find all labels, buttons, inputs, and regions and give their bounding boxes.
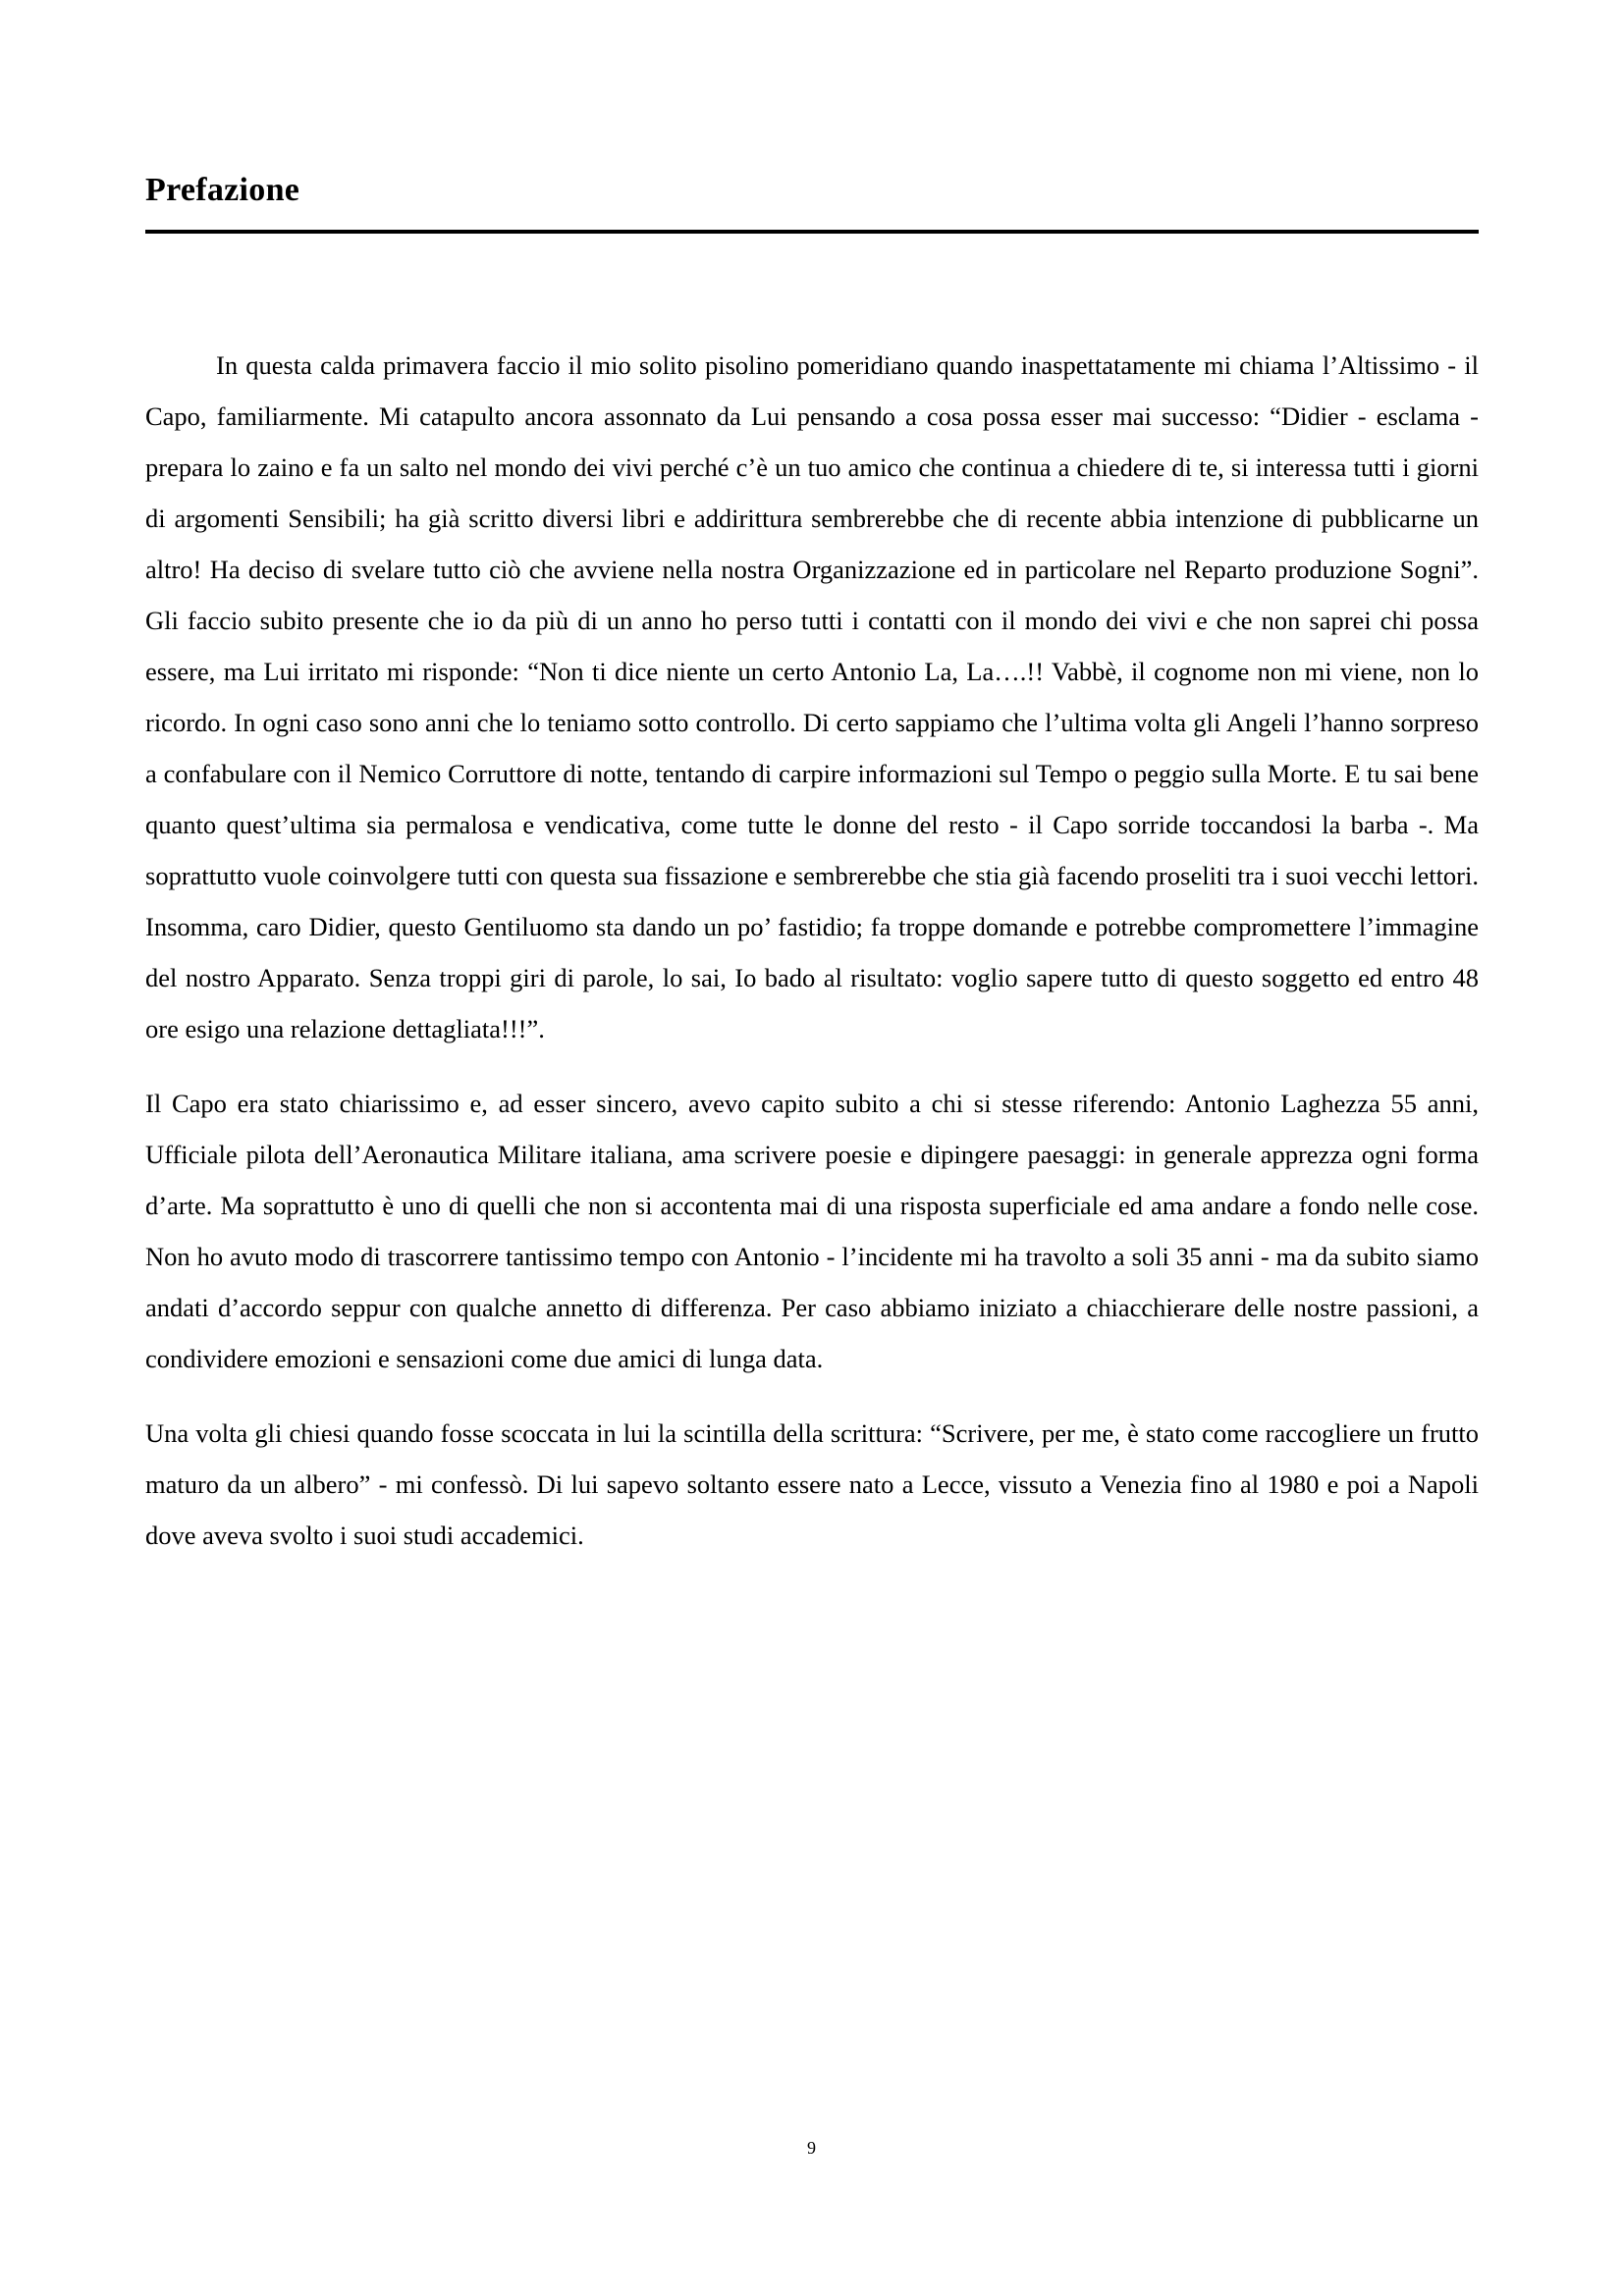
- page-number: 9: [807, 2138, 816, 2158]
- body-text: [145, 340, 1479, 1561]
- page-title: Prefazione: [145, 172, 300, 208]
- paragraph-2: Il Capo era stato chiarissimo e, ad esser sincero, avevo capito subito a chi si stesse riferendo: Antonio Laghezza 55 anni, Ufficiale pilota dell’Aeronautica Militare italiana, ama scrivere poesie e dipingere paesaggi: in generale apprezza ogni forma d’arte. Ma soprattutto è uno di quelli che non si accontenta mai di una risposta superficiale ed ama andare a fondo nelle cose. Non ho avuto modo di trascorrere tantissimo tempo con Antonio - l’incidente mi ha travolto a soli 35 anni - ma da subito siamo andati d’accordo seppur con qualche annetto di differenza. Per caso abbiamo iniziato a chiacchierare delle nostre passioni, a condividere emozioni e sensazioni come due amici di lunga data.: [145, 1089, 1479, 1374]
- page-content: [145, 172, 1479, 1584]
- paragraph-3: Una volta gli chiesi quando fosse scoccata in lui la scintilla della scrittura: “Scrivere, per me, è stato come raccogliere un frutto maturo da un albero” - mi confessò. Di lui sapevo soltanto essere nato a Lecce, vissuto a Venezia fino al 1980 e poi a Napoli dove aveva svolto i suoi studi accademici.: [145, 1418, 1479, 1551]
- paragraph-1: In questa calda primavera faccio il mio solito pisolino pomeridiano quando inaspettatamente mi chiama l’Altissimo - il Capo, familiarmente. Mi catapulto ancora assonnato da Lui pensando a cosa possa esser mai successo: “Didier - esclama - prepara lo zaino e fa un salto nel mondo dei vivi perché c’è un tuo amico che continua a chiedere di te, si interessa tutti i giorni di argomenti Sensibili; ha già scritto diversi libri e addirittura sembrerebbe che di recente abbia intenzione di pubblicarne un altro! Ha deciso di svelare tutto ciò che avviene nella nostra Organizzazione ed in particolare nel Reparto produzione Sogni”. Gli faccio subito presente che io da più di un anno ho perso tutti i contatti con il mondo dei vivi e che non saprei chi possa essere, ma Lui irritato mi risponde: “Non ti dice niente un certo Antonio La, La….!! Vabbè, il cognome non mi viene, non lo ricordo. In ogni caso sono anni che lo teniamo sotto controllo. Di certo sappiamo che l’ultima volta gli Angeli l’hanno sorpreso a confabulare con il Nemico Corruttore di notte, tentando di carpire informazioni sul Tempo o peggio sulla Morte. E tu sai bene quanto quest’ultima sia permalosa e vendicativa, come tutte le donne del resto - il Capo sorride toccandosi la barba -. Ma soprattutto vuole coinvolgere tutti con questa sua fissazione e sembrerebbe che stia già facendo proseliti tra i suoi vecchi lettori. Insomma, caro Didier, questo Gentiluomo sta dando un po’ fastidio; fa troppe domande e potrebbe compromettere l’immagine del nostro Apparato. Senza troppi giri di parole, lo sai, Io bado al risultato: voglio sapere tutto di questo soggetto ed entro 48 ore esigo una relazione dettagliata!!!”.: [145, 350, 1479, 1044]
- title-divider: [145, 230, 1479, 234]
